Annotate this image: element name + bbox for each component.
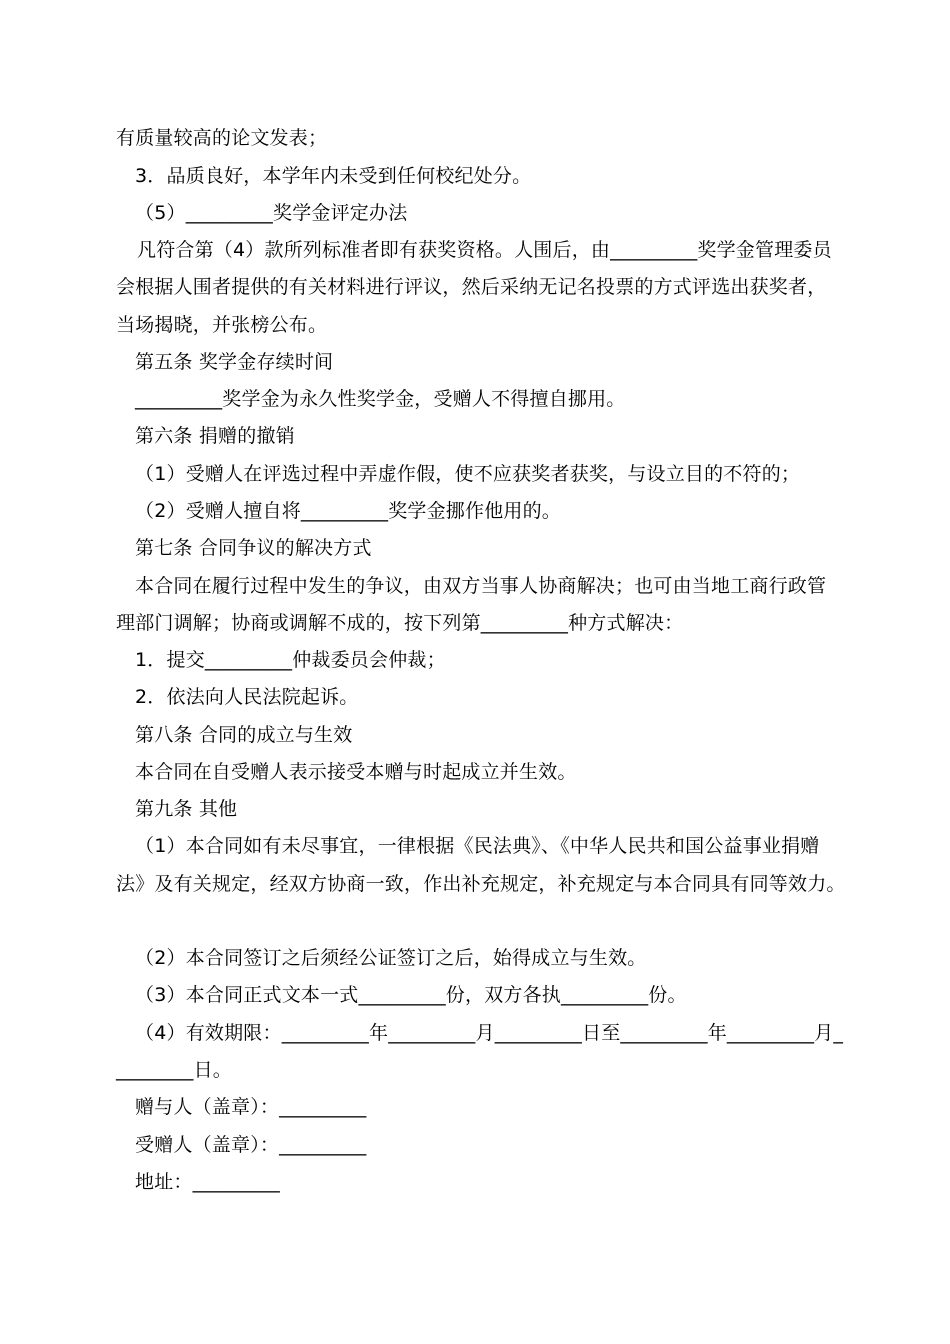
- text-line-2: 3．品质良好，本学年内未受到任何校纪处分。: [135, 165, 532, 187]
- text-line-4: 凡符合第（4）款所列标准者即有获奖资格。人围后，由_________奖学金管理委员: [137, 239, 832, 261]
- text-line-22: （2）本合同签订之后须经公证签订之后，始得成立与生效。: [135, 947, 647, 969]
- text-line-13: 本合同在履行过程中发生的争议，由双方当事人协商解决；也可由当地工商行政管: [135, 575, 827, 597]
- text-line-8: _________奖学金为永久性奖学金，受赠人不得擅自挪用。: [135, 388, 626, 410]
- text-line-20: （1）本合同如有未尽事宜，一律根据《民法典》、《中华人民共和国公益事业捐赠: [135, 835, 820, 857]
- text-line-21: 法》及有关规定，经双方协商一致，作出补充规定，补充规定与本合同具有同等效力。: [116, 873, 846, 895]
- recipient-signature-line: 受赠人（盖章）：_________: [135, 1134, 367, 1156]
- text-line-10: （1）受赠人在评选过程中弄虚作假，使不应获奖者获奖，与设立目的不符的；: [135, 463, 801, 485]
- section-heading-8: 第八条 合同的成立与生效: [135, 724, 353, 746]
- address-line: 地址：_________: [135, 1171, 280, 1193]
- text-line-6: 当场揭晓，并张榜公布。: [116, 314, 328, 336]
- text-line-25: ________日。: [116, 1059, 233, 1081]
- text-line-18: 本合同在自受赠人表示接受本赠与时起成立并生效。: [135, 761, 577, 783]
- text-line-24: （4）有效期限：_________年_________月_________日至_________年_________月_: [135, 1022, 844, 1044]
- text-line-5: 会根据人围者提供的有关材料进行评议，然后采纳无记名投票的方式评选出获奖者，: [116, 276, 827, 298]
- donor-signature-line: 赠与人（盖章）：_________: [135, 1096, 367, 1118]
- text-line-14: 理部门调解；协商或调解不成的，按下列第_________种方式解决：: [116, 612, 684, 634]
- section-heading-7: 第七条 合同争议的解决方式: [135, 537, 372, 559]
- text-line-23: （3）本合同正式文本一式_________份，双方各执_________份。: [135, 984, 687, 1006]
- section-heading-6: 第六条 捐赠的撤销: [135, 425, 295, 447]
- text-line-1: 有质量较高的论文发表；: [116, 127, 328, 149]
- text-line-11: （2）受赠人擅自将_________奖学金挪作他用的。: [135, 500, 561, 522]
- text-line-3: （5）_________奖学金评定办法: [135, 202, 408, 224]
- text-line-15: 1．提交_________仲裁委员会仲裁；: [135, 649, 446, 671]
- text-line-16: 2．依法向人民法院起诉。: [135, 686, 359, 708]
- section-heading-5: 第五条 奖学金存续时间: [135, 351, 334, 373]
- section-heading-9: 第九条 其他: [135, 798, 238, 820]
